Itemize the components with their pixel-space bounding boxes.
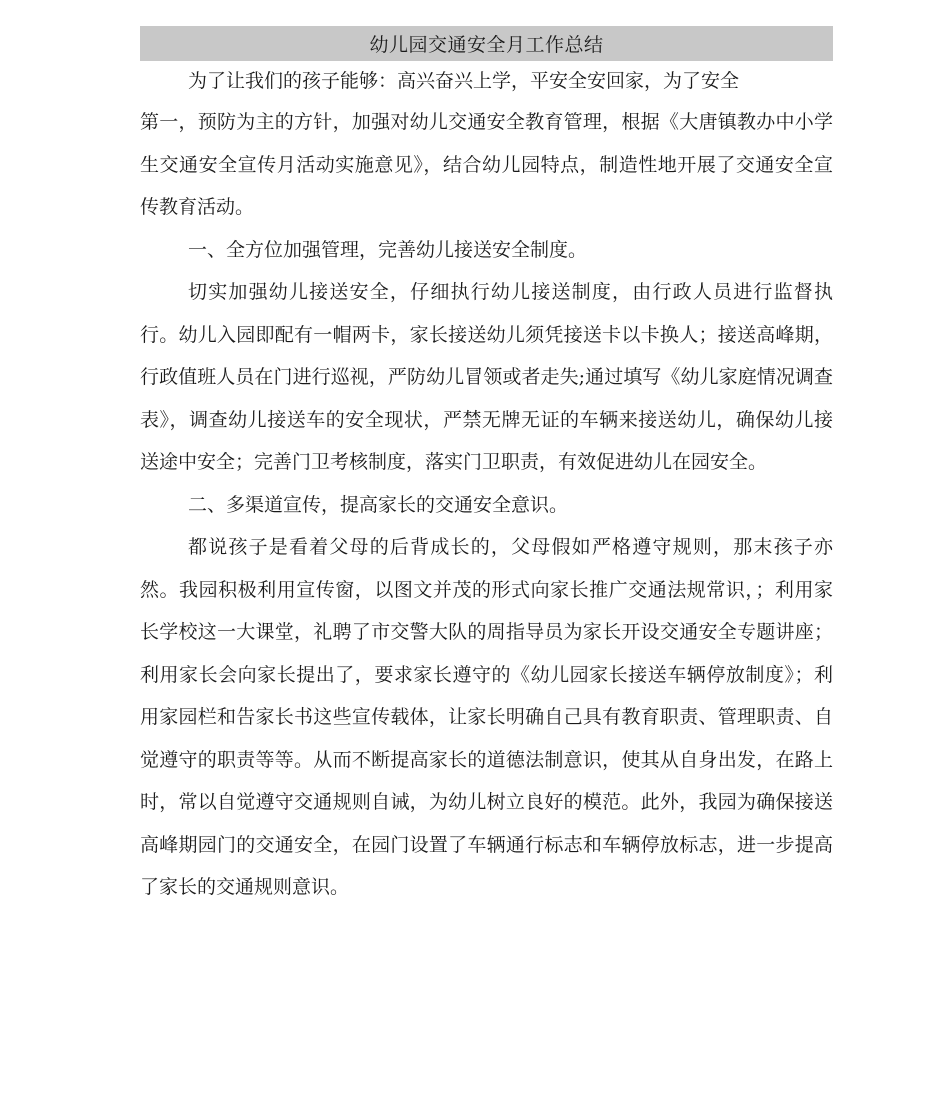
section-1-body: 切实加强幼儿接送安全，仔细执行幼儿接送制度，由行政人员进行监督执行。幼儿入园即配有一帽两卡，家长接送幼儿须凭接送卡以卡换人；接送高峰期，行政值班人员在门进行巡视，严防幼儿冒领或者走失;通过填写《幼儿家庭情况调查表》，调查幼儿接送车的安全现状，严禁无牌无证的车辆来接送幼儿，确保幼儿接送途中安全；完善门卫考核制度，落实门卫职责，有效促进幼儿在园安全。	[140, 281, 833, 473]
section-1-heading: 一、全方位加强管理，完善幼儿接送安全制度。	[188, 238, 588, 261]
section-2-body: 都说孩子是看着父母的后背成长的，父母假如严格遵守规则，那末孩子亦然。我园积极利用宣传窗，以图文并茂的形式向家长推广交通法规常识，；利用家长学校这一大课堂，礼聘了市交警大队的周指导员为家长开设交通安全专题讲座；利用家长会向家长提出了，要求家长遵守的《幼儿园家长接送车辆停放制度》；利用家园栏和告家长书这些宣传载体，让家长明确自己具有教育职责、管理职责、自觉遵守的职责等等。从而不断提高家长的道德法制意识，使其从自身出发，在路上时，常以自觉遵守交通规则自诫，为幼儿树立良好的模范。此外，我园为确保接送高峰期园门的交通安全，在园门设置了车辆通行标志和车辆停放标志，进一步提高了家长的交通规则意识。	[140, 536, 833, 898]
intro-first-line: 为了让我们的孩子能够：高兴奋兴上学，平安全安回家，为了安全	[188, 70, 740, 92]
document-page	[140, 26, 833, 909]
document-title: 幼儿园交通安全月工作总结	[369, 34, 604, 56]
section-2-heading: 二、多渠道宣传，提高家长的交通安全意识。	[188, 493, 569, 516]
document-title-bar	[140, 26, 833, 61]
intro-rest: 第一，预防为主的方针，加强对幼儿交通安全教育管理，根据《大唐镇教办中小学生交通安全宣传月活动实施意见》，结合幼儿园特点，制造性地开展了交通安全宣传教育活动。	[140, 111, 833, 218]
intro-paragraph	[140, 61, 833, 229]
